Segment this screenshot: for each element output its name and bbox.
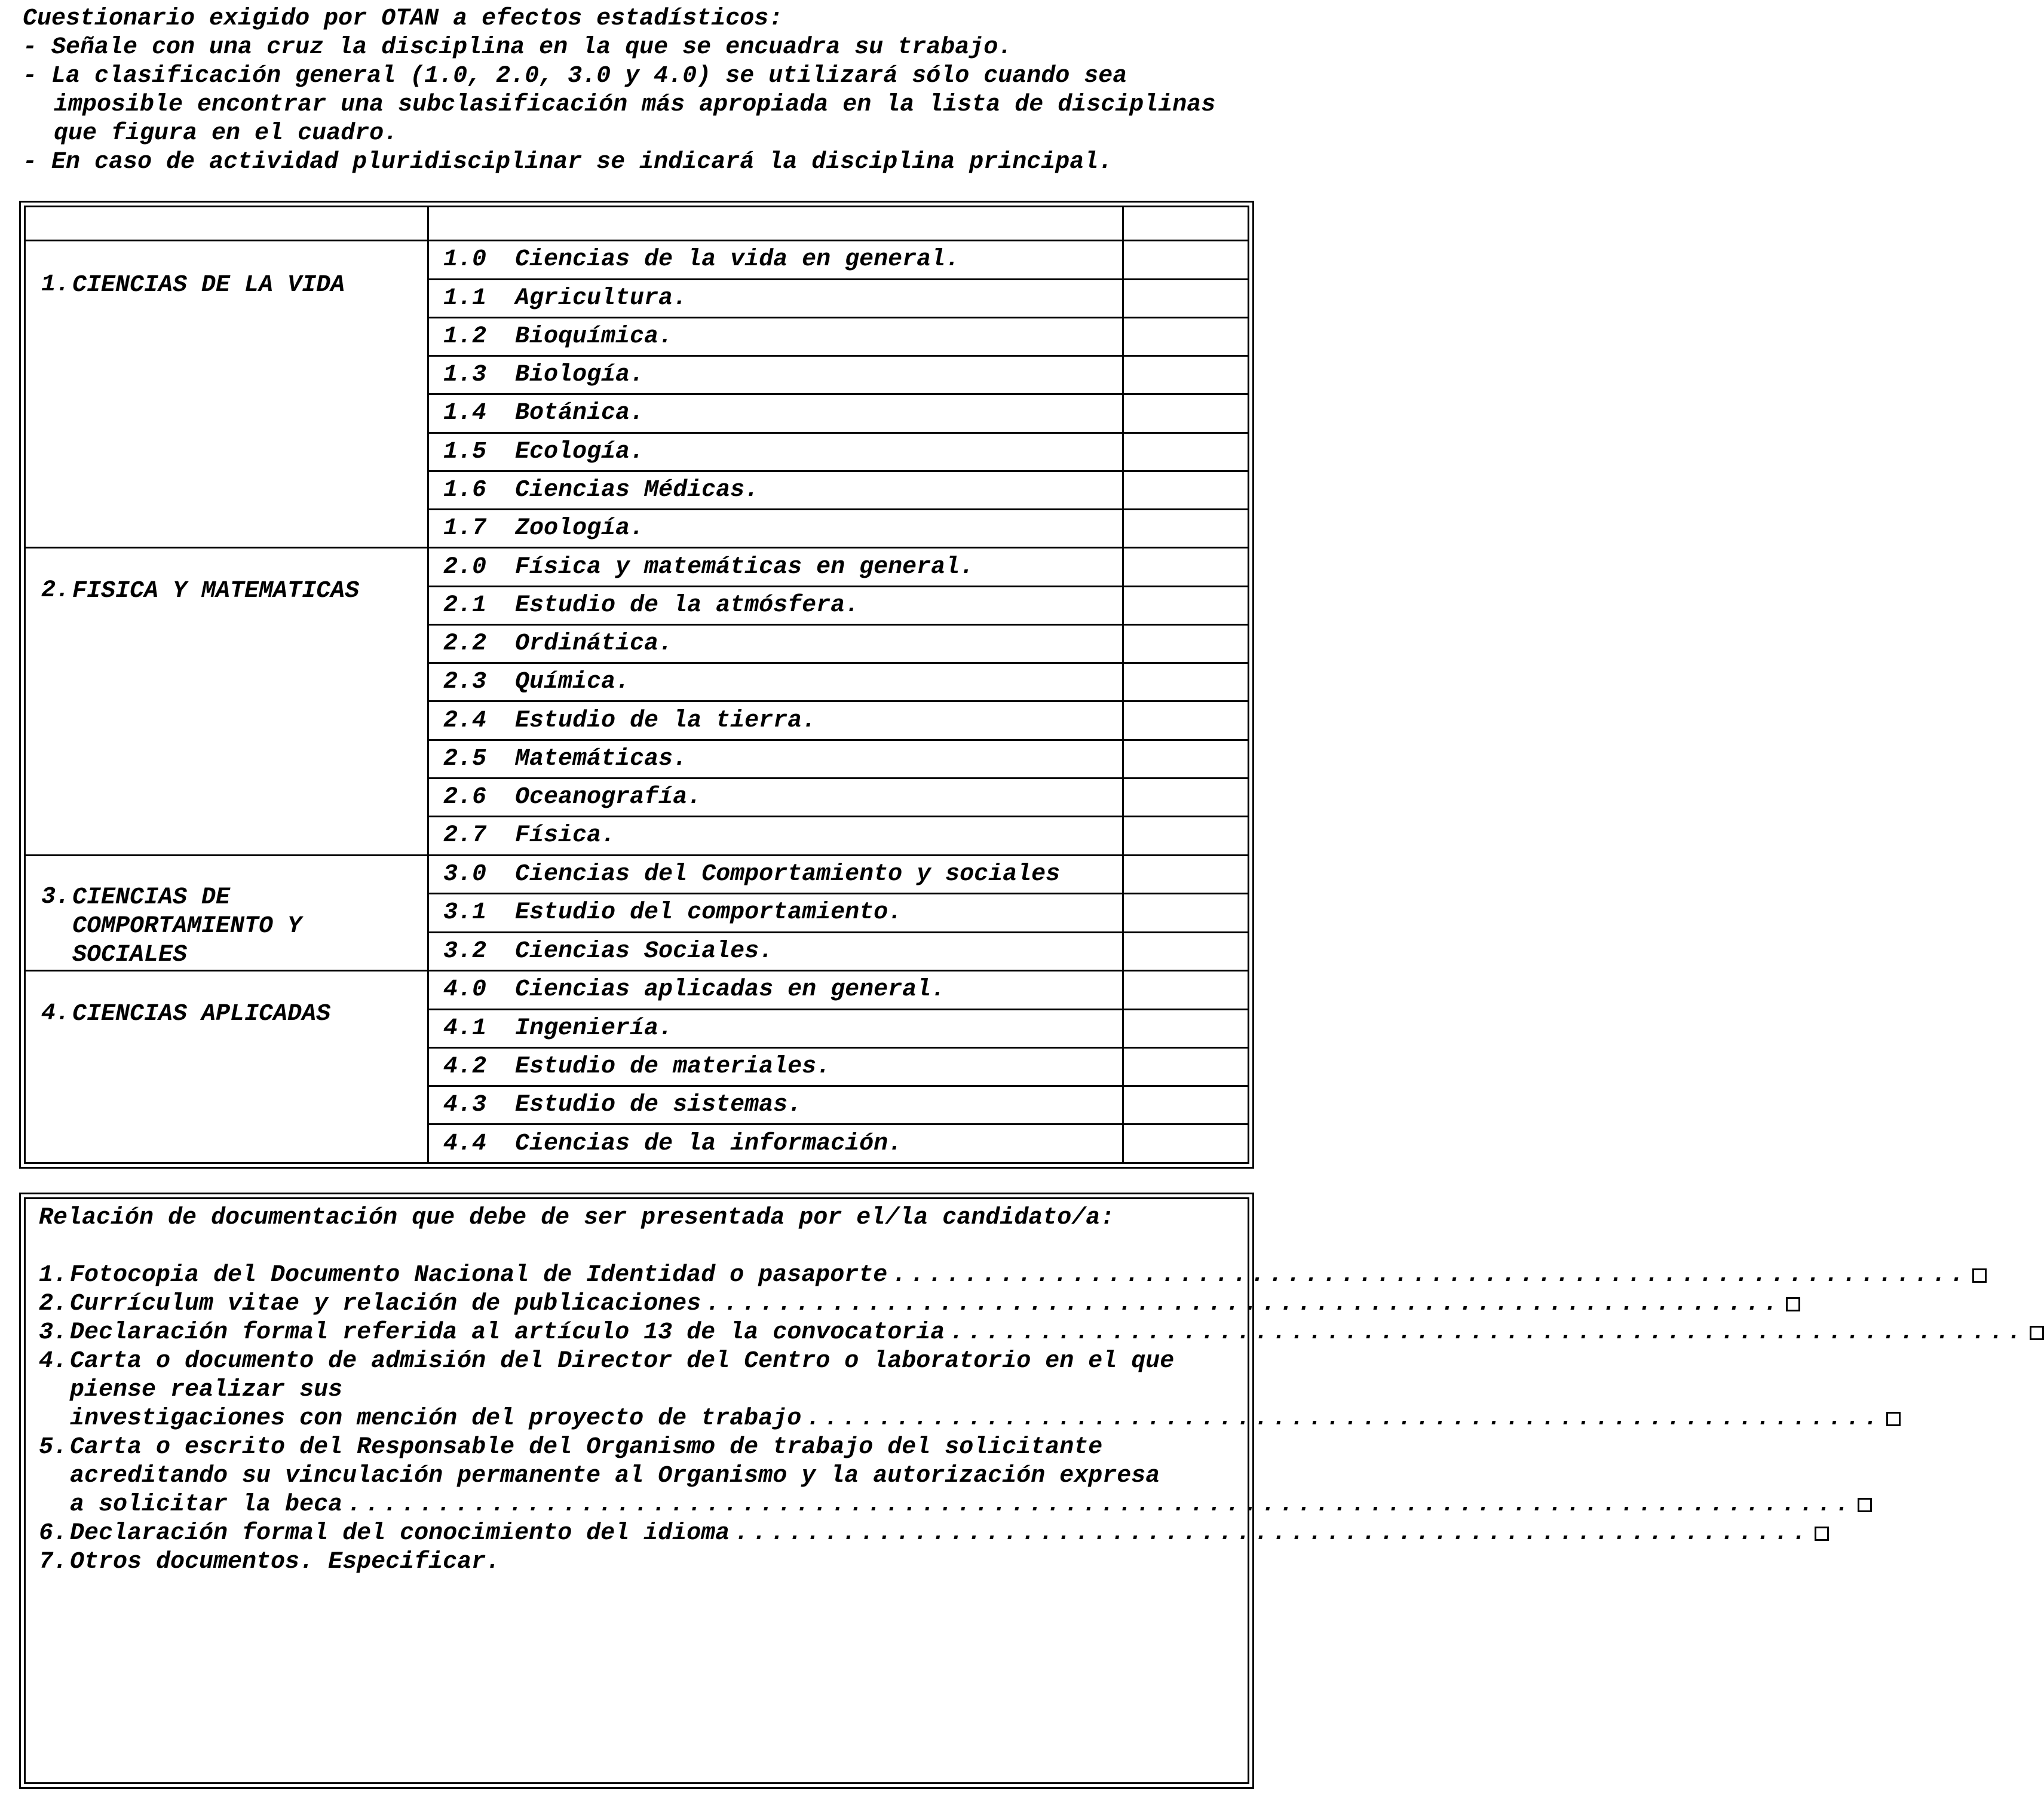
doc-item-text: acreditando su vinculación permanente al Organismo y la autorización expresa: [70, 1463, 1160, 1489]
discipline-1-5: 1.5 Ecología.: [428, 433, 1123, 471]
doc-item-4: [39, 1347, 1882, 1433]
discipline-3-1: 3.1 Estudio del comportamiento.: [428, 894, 1123, 933]
mark-cell-1-0[interactable]: [1123, 241, 1249, 279]
mark-cell-2-2[interactable]: [1123, 624, 1249, 663]
checkbox-doc-4[interactable]: [1886, 1412, 1901, 1426]
checkbox-doc-5[interactable]: [1858, 1498, 1872, 1512]
mark-cell-1-3[interactable]: [1123, 356, 1249, 394]
discipline-1-0: 1.0 Ciencias de la vida en general.: [428, 241, 1123, 279]
discipline-table: [24, 206, 1249, 1164]
discipline-4-2: 4.2 Estudio de materiales.: [428, 1047, 1123, 1086]
table-row: [25, 548, 1249, 586]
doc-item-text: Carta o documento de admisión del Director del Centro o laboratorio en el que: [70, 1348, 1175, 1375]
documentation-box: [24, 1197, 2025, 1784]
discipline-2-1: 2.1 Estudio de la atmósfera.: [428, 586, 1123, 624]
mark-cell-2-3[interactable]: [1123, 663, 1249, 701]
doc-item-1: [39, 1261, 1968, 1290]
leader-dots: ............................................................: [949, 1319, 2025, 1346]
leader-dots: ....................................................................................: [347, 1491, 1853, 1518]
doc-item-number: 6.: [39, 1520, 68, 1547]
category-label: FISICA Y MATEMATICAS: [72, 578, 360, 605]
doc-item-text: a solicitar la beca: [70, 1491, 343, 1518]
header-cell-mark: [1123, 207, 1249, 241]
mark-cell-1-5[interactable]: [1123, 433, 1249, 471]
doc-item-number: 7.: [39, 1549, 68, 1576]
table-row: [25, 855, 1249, 894]
mark-cell-3-2[interactable]: [1123, 932, 1249, 971]
doc-item-text: Currículum vitae y relación de publicaciones: [70, 1291, 701, 1317]
leader-dots: ............................................................: [806, 1405, 1882, 1432]
discipline-2-3: 2.3 Química.: [428, 663, 1123, 701]
discipline-4-0: 4.0 Ciencias aplicadas en general.: [428, 971, 1123, 1009]
discipline-1-7: 1.7 Zoología.: [428, 510, 1123, 548]
mark-cell-4-4[interactable]: [1123, 1124, 1249, 1163]
discipline-3-2: 3.2 Ciencias Sociales.: [428, 932, 1123, 971]
mark-cell-2-0[interactable]: [1123, 548, 1249, 586]
mark-cell-4-1[interactable]: [1123, 1009, 1249, 1047]
doc-item-text: piense realizar sus: [70, 1377, 343, 1403]
category-cell-applied-sciences: [25, 971, 428, 1163]
discipline-2-7: 2.7 Física.: [428, 817, 1123, 855]
mark-cell-3-0[interactable]: [1123, 855, 1249, 894]
table-row: [25, 241, 1249, 279]
leader-dots: ............................................................: [734, 1520, 1810, 1547]
doc-item-6: [39, 1519, 1810, 1548]
doc-item-number: 4.: [39, 1348, 68, 1375]
category-cell-physics-mathematics: [25, 548, 428, 855]
mark-cell-3-1[interactable]: [1123, 894, 1249, 933]
discipline-3-0: 3.0 Ciencias del Comportamiento y sociales: [428, 855, 1123, 894]
discipline-2-4: 2.4 Estudio de la tierra.: [428, 701, 1123, 740]
doc-item-text: Declaración formal referida al artículo 13 de la convocatoria: [70, 1319, 945, 1346]
doc-item-2: [39, 1290, 1782, 1319]
checkbox-doc-2[interactable]: [1786, 1297, 1800, 1311]
category-number: 3.: [41, 883, 71, 911]
doc-item-number: 2.: [39, 1291, 68, 1317]
instruction-general-classification-cont1: imposible encontrar una subclasificación más apropiada en la lista de disciplinas: [54, 91, 1216, 118]
instruction-pluridisciplinary: - En caso de actividad pluridisciplinar se indicará la disciplina principal.: [23, 149, 1113, 176]
table-header-row: [25, 207, 1249, 241]
discipline-4-1: 4.1 Ingeniería.: [428, 1009, 1123, 1047]
category-label: CIENCIAS DE COMPORTAMIENTO Y SOCIALES: [72, 884, 302, 969]
mark-cell-1-6[interactable]: [1123, 471, 1249, 509]
leader-dots: ............................................................: [706, 1291, 1782, 1317]
discipline-1-2: 1.2 Bioquímica.: [428, 317, 1123, 355]
documentation-title: Relación de documentación que debe de ser presentada por el/la candidato/a:: [39, 1205, 1115, 1231]
category-cell-life-sciences: [25, 241, 428, 548]
category-number: 2.: [41, 577, 71, 605]
checkbox-doc-1[interactable]: [1972, 1268, 1987, 1283]
doc-item-7: [39, 1548, 1236, 1577]
mark-cell-2-4[interactable]: [1123, 701, 1249, 740]
checkbox-doc-3[interactable]: [2030, 1326, 2044, 1340]
discipline-1-3: 1.3 Biología.: [428, 356, 1123, 394]
documentation-frame: [19, 1193, 2025, 1789]
discipline-4-4: 4.4 Ciencias de la información.: [428, 1124, 1123, 1163]
doc-item-text: investigaciones con mención del proyecto de trabajo: [70, 1405, 802, 1432]
mark-cell-1-2[interactable]: [1123, 317, 1249, 355]
mark-cell-4-2[interactable]: [1123, 1047, 1249, 1086]
doc-item-text: Fotocopia del Documento Nacional de Identidad o pasaporte: [70, 1262, 888, 1289]
category-label: CIENCIAS DE LA VIDA: [72, 272, 345, 299]
doc-item-number: 1.: [39, 1262, 68, 1289]
leader-dots: ............................................................: [892, 1262, 1968, 1289]
mark-cell-2-6[interactable]: [1123, 778, 1249, 816]
mark-cell-1-4[interactable]: [1123, 394, 1249, 433]
discipline-1-4: 1.4 Botánica.: [428, 394, 1123, 433]
instruction-general-classification: - La clasificación general (1.0, 2.0, 3.0 y 4.0) se utilizará sólo cuando sea: [23, 63, 1127, 90]
discipline-2-6: 2.6 Oceanografía.: [428, 778, 1123, 816]
table-row: [25, 971, 1249, 1009]
doc-item-text: Otros documentos. Especificar.: [70, 1549, 501, 1576]
discipline-2-2: 2.2 Ordinática.: [428, 624, 1123, 663]
doc-item-number: 5.: [39, 1434, 68, 1461]
discipline-2-0: 2.0 Física y matemáticas en general.: [428, 548, 1123, 586]
doc-item-3: [39, 1319, 2025, 1347]
discipline-1-1: 1.1 Agricultura.: [428, 279, 1123, 317]
instruction-mark-cross: - Señale con una cruz la disciplina en la que se encuadra su trabajo.: [23, 34, 1013, 61]
mark-cell-2-5[interactable]: [1123, 740, 1249, 778]
discipline-4-3: 4.3 Estudio de sistemas.: [428, 1086, 1123, 1124]
doc-item-5: [39, 1433, 1853, 1519]
instructions: [23, 5, 1254, 177]
discipline-2-5: 2.5 Matemáticas.: [428, 740, 1123, 778]
mark-cell-2-7[interactable]: [1123, 817, 1249, 855]
mark-cell-1-7[interactable]: [1123, 510, 1249, 548]
mark-cell-2-1[interactable]: [1123, 586, 1249, 624]
discipline-table-frame: [19, 201, 1254, 1169]
doc-item-number: 3.: [39, 1319, 68, 1346]
header-cell-category: [25, 207, 428, 241]
checkbox-doc-6[interactable]: [1815, 1527, 1829, 1541]
questionnaire-title: Cuestionario exigido por OTAN a efectos estadísticos:: [23, 5, 783, 32]
doc-item-text: Carta o escrito del Responsable del Organismo de trabajo del solicitante: [70, 1434, 1103, 1461]
category-number: 4.: [41, 1000, 71, 1028]
header-cell-discipline: [428, 207, 1123, 241]
mark-cell-4-3[interactable]: [1123, 1086, 1249, 1124]
discipline-1-6: 1.6 Ciencias Médicas.: [428, 471, 1123, 509]
mark-cell-1-1[interactable]: [1123, 279, 1249, 317]
mark-cell-4-0[interactable]: [1123, 971, 1249, 1009]
category-label: CIENCIAS APLICADAS: [72, 1001, 331, 1028]
doc-item-text: Declaración formal del conocimiento del idioma: [70, 1520, 730, 1547]
category-cell-behavioural-social: [25, 855, 428, 971]
instruction-general-classification-cont2: que figura en el cuadro.: [54, 120, 399, 147]
category-number: 1.: [41, 271, 71, 299]
